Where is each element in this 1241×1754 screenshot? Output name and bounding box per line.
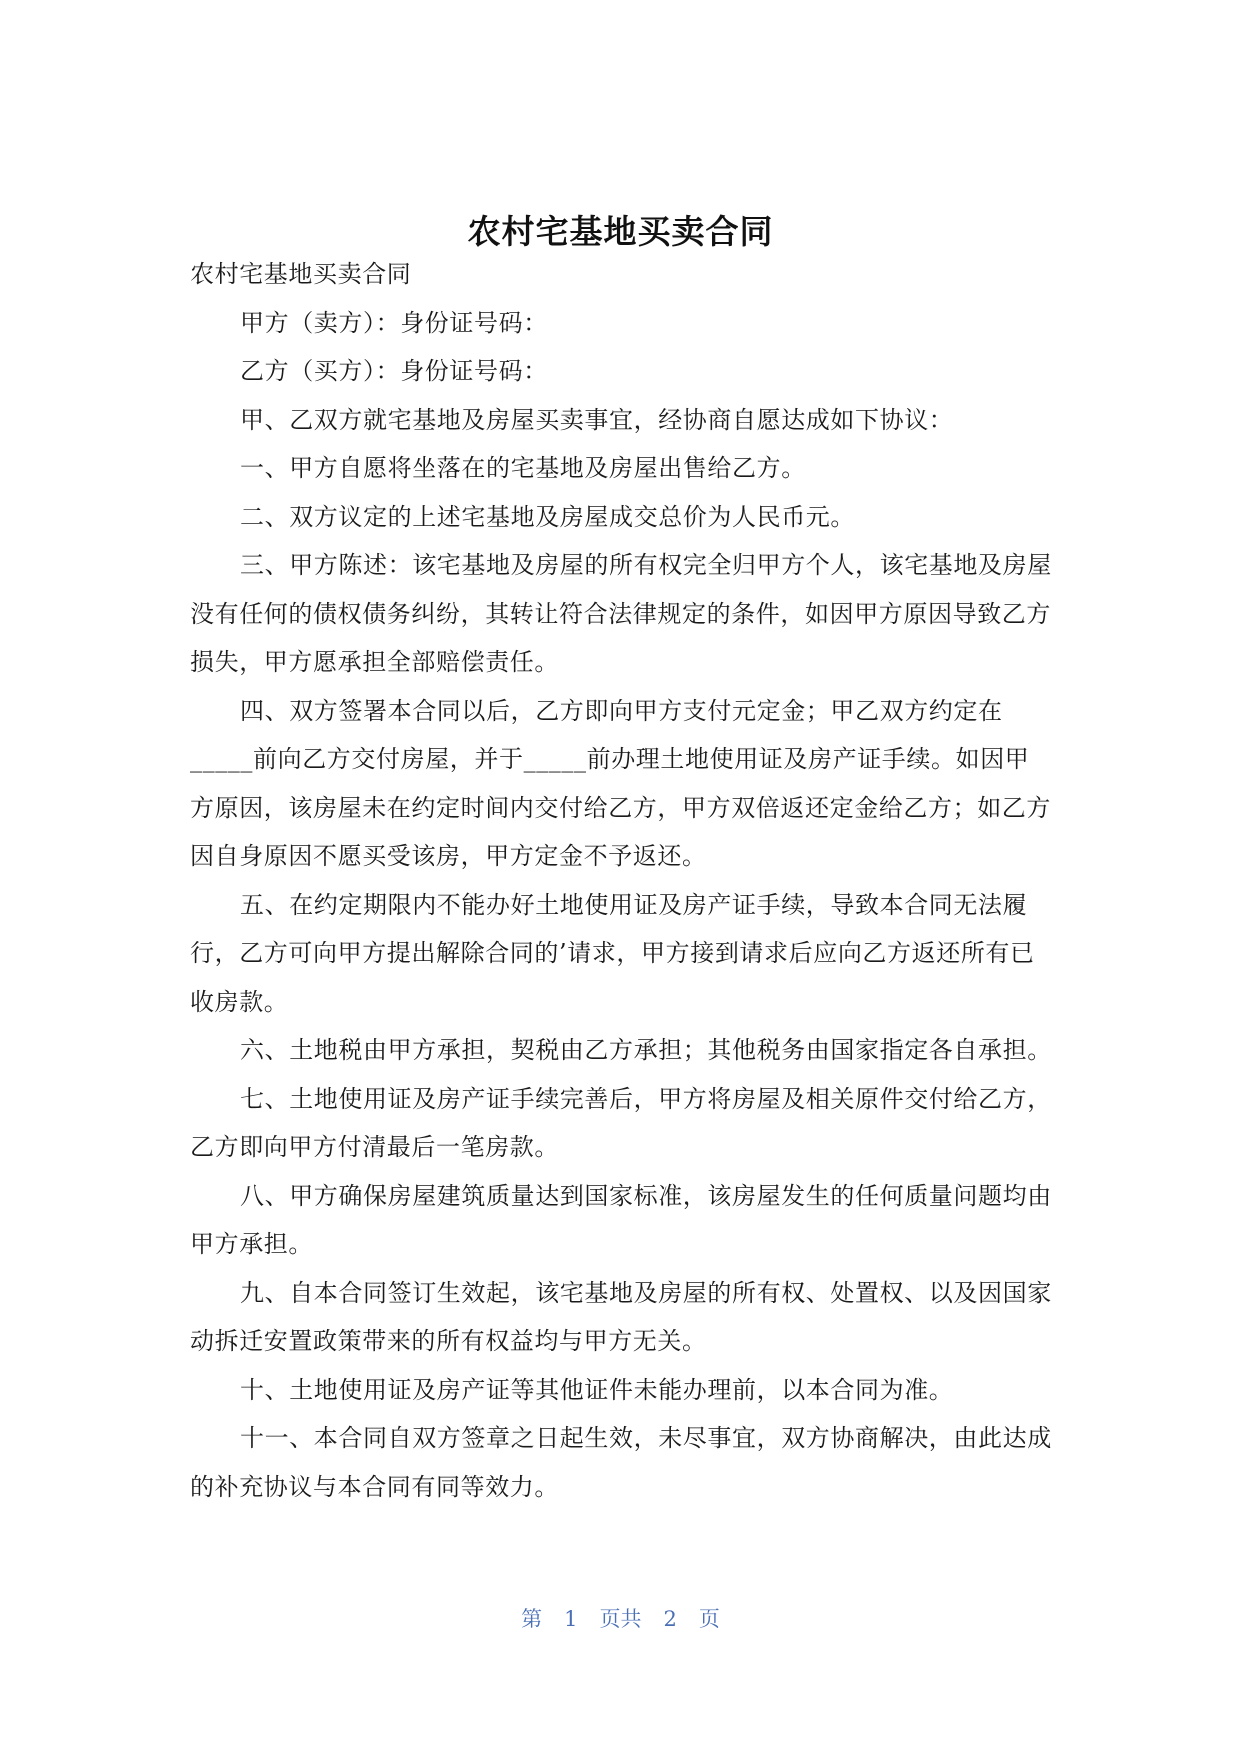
- clause-8: 八、甲方确保房屋建筑质量达到国家标准，该房屋发生的任何质量问题均由甲方承担。: [190, 1181, 1052, 1258]
- page-label-prefix: 第: [521, 1607, 543, 1631]
- current-page-number: 1: [564, 1607, 578, 1631]
- page-label-middle: 页共: [599, 1607, 642, 1631]
- document-body: [190, 250, 1052, 1511]
- clause-2: 二、双方议定的上述宅基地及房屋成交总价为人民币元。: [240, 502, 855, 531]
- party-a-line: 甲方（卖方）：身份证号码：: [240, 308, 548, 337]
- party-b-line: 乙方（买方）：身份证号码：: [240, 357, 548, 385]
- clause-4: 四、双方签署本合同以后，乙方即向甲方支付元定金；甲乙双方约定在_____前向乙方交付房屋，并于_____前办理土地使用证及房产证手续。如因甲方原因，该房屋未在约定时间内交付给乙方，甲方双倍返还定金给乙方；如乙方因自身原因不愿买受该房，甲方定金不予返还。: [190, 696, 1051, 870]
- total-page-number: 2: [663, 1607, 677, 1631]
- page-number-footer: [0, 1604, 1241, 1634]
- clause-6: 六、土地税由甲方承担，契税由乙方承担；其他税务由国家指定各自承担。: [240, 1036, 1052, 1064]
- clause-1: 一、甲方自愿将坐落在的宅基地及房屋出售给乙方。: [240, 454, 806, 482]
- subtitle-line: 农村宅基地买卖合同: [190, 260, 412, 288]
- agreement-intro: 甲、乙双方就宅基地及房屋买卖事宜，经协商自愿达成如下协议：: [240, 405, 954, 434]
- page-label-suffix: 页: [698, 1607, 720, 1631]
- document-title: 农村宅基地买卖合同: [467, 212, 774, 252]
- clause-9: 九、自本合同签订生效起，该宅基地及房屋的所有权、处置权、以及因国家动拆迁安置政策带来的所有权益均与甲方无关。: [190, 1278, 1052, 1355]
- clause-11: 十一、本合同自双方签章之日起生效，未尽事宜，双方协商解决，由此达成的补充协议与本合同有同等效力。: [190, 1424, 1052, 1501]
- clause-3: 三、甲方陈述：该宅基地及房屋的所有权完全归甲方个人，该宅基地及房屋没有任何的债权债务纠纷，其转让符合法律规定的条件，如因甲方原因导致乙方损失，甲方愿承担全部赔偿责任。: [190, 551, 1052, 676]
- clause-5: 五、在约定期限内不能办好土地使用证及房产证手续，导致本合同无法履行，乙方可向甲方提出解除合同的’请求，甲方接到请求后应向乙方返还所有已收房款。: [190, 890, 1035, 1016]
- clause-7: 七、土地使用证及房产证手续完善后，甲方将房屋及相关原件交付给乙方，乙方即向甲方付清最后一笔房款。: [190, 1084, 1052, 1161]
- clause-10: 十、土地使用证及房产证等其他证件未能办理前，以本合同为准。: [240, 1375, 954, 1404]
